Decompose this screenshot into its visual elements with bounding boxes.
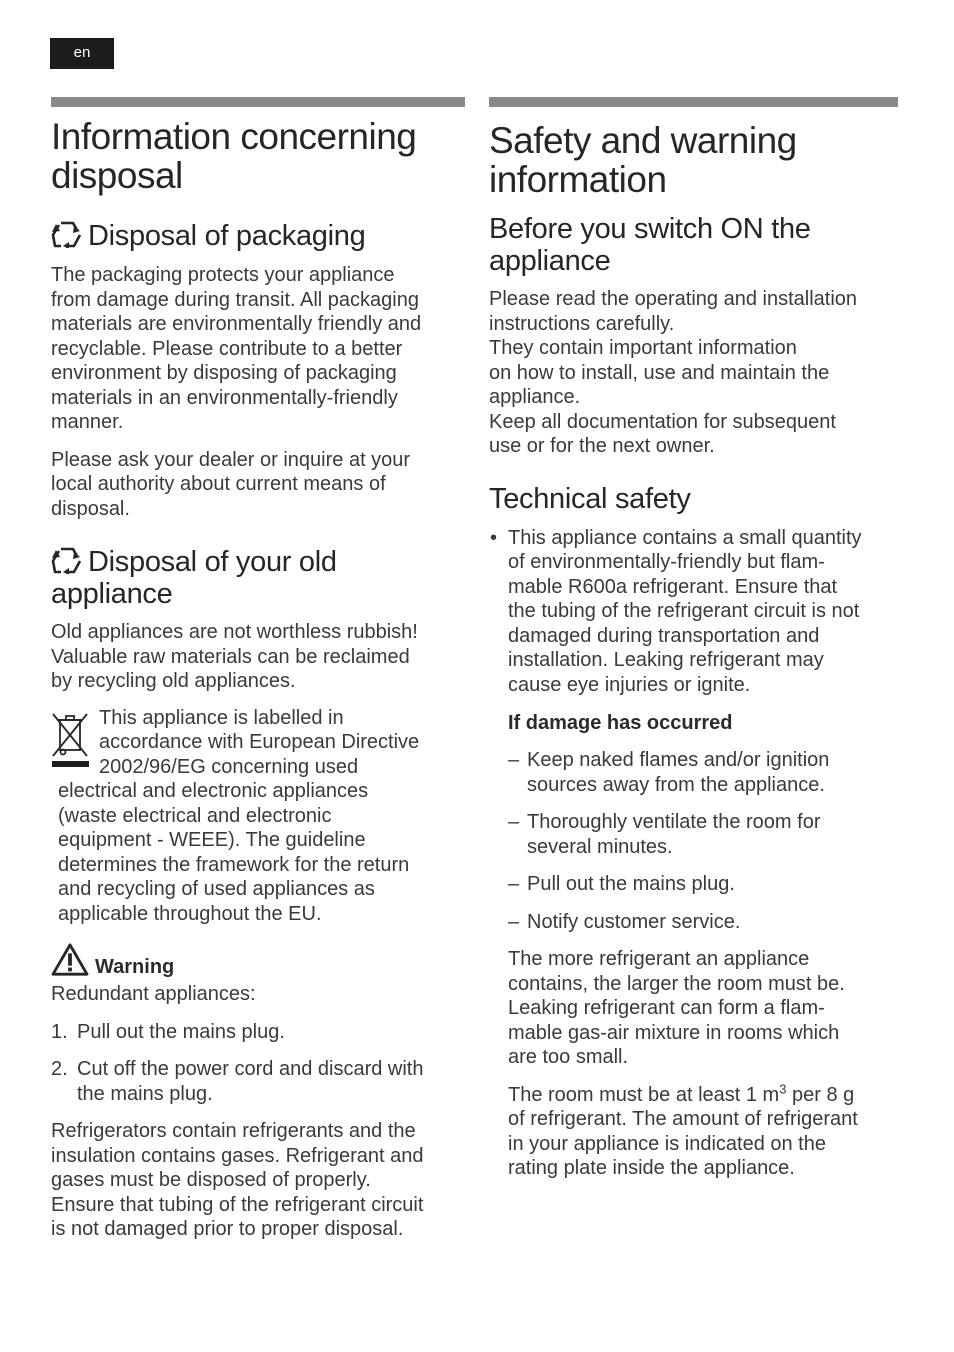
text-line: installation. Leaking refrigerant may bbox=[508, 649, 824, 671]
dash-marker: – bbox=[508, 749, 520, 771]
technical-safety-heading: Technical safety bbox=[489, 482, 691, 515]
text-line: of refrigerant. The amount of refrigerant bbox=[508, 1108, 858, 1130]
text-line: The more refrigerant an appliance bbox=[508, 948, 810, 970]
text-line: Keep all documentation for subsequent bbox=[489, 410, 836, 433]
text-line: Notify customer service. bbox=[527, 910, 741, 933]
text-line: Thoroughly ventilate the room for bbox=[527, 811, 821, 833]
step-text bbox=[77, 1058, 423, 1105]
step-text bbox=[527, 749, 829, 796]
text-line: Pull out the mains plug. bbox=[527, 873, 735, 895]
text-line: by recycling old appliances. bbox=[51, 670, 296, 692]
damage-step bbox=[508, 748, 898, 797]
text-line: damaged during transportation and bbox=[508, 624, 820, 647]
text-line: Please read the operating and installation bbox=[489, 288, 858, 310]
text-line: of environmentally-friendly but flam- bbox=[508, 551, 825, 573]
before-switch-on-paragraph bbox=[489, 287, 898, 459]
text-line: 2002/96/EG concerning used bbox=[99, 755, 359, 778]
crossed-bin-icon bbox=[51, 710, 91, 770]
section-rule bbox=[51, 97, 465, 107]
text-line: They contain important information bbox=[489, 337, 797, 359]
language-tab: en bbox=[50, 38, 114, 69]
dash-marker: – bbox=[508, 811, 520, 833]
weee-paragraph bbox=[51, 706, 465, 927]
damage-block bbox=[489, 711, 898, 735]
section-rule bbox=[489, 97, 898, 107]
text-line: accordance with European Directive bbox=[99, 731, 420, 753]
text-line: manner. bbox=[51, 411, 124, 433]
warning-triangle-icon bbox=[51, 943, 89, 977]
text-line: This appliance contains a small quantity bbox=[508, 526, 862, 549]
packaging-paragraph bbox=[51, 263, 465, 435]
room-block bbox=[489, 947, 898, 1181]
text-line: from damage during transit. All packaging bbox=[51, 288, 419, 311]
text-line: equipment - WEEE). The guideline bbox=[58, 829, 366, 851]
text-line: environment by disposing of packaging bbox=[51, 362, 397, 384]
dash-marker: – bbox=[508, 910, 520, 933]
text-line: (waste electrical and electronic bbox=[58, 804, 332, 827]
safety-column bbox=[489, 97, 898, 1181]
text-line: applicable throughout the EU. bbox=[58, 902, 322, 925]
packaging-heading: Disposal of packaging bbox=[51, 220, 465, 252]
text-line: insulation contains gases. Refrigerant and bbox=[51, 1144, 424, 1167]
text-line: determines the framework for the return bbox=[58, 853, 410, 876]
damage-step bbox=[508, 810, 898, 859]
step-text bbox=[527, 873, 735, 895]
warning-intro: Redundant appliances: bbox=[51, 983, 256, 1005]
text-line: appliance. bbox=[489, 386, 581, 408]
text-line: contains, the larger the room must be. bbox=[508, 972, 845, 995]
text-line: Leaking refrigerant can form a flam- bbox=[508, 997, 825, 1019]
damage-steps bbox=[508, 748, 898, 934]
step-text bbox=[527, 911, 740, 933]
old-appliance-paragraph bbox=[51, 620, 465, 694]
dash-marker: – bbox=[508, 873, 520, 895]
text-line: materials in an environmentally-friendly bbox=[51, 386, 398, 409]
text-line: Cut off the power cord and discard with bbox=[77, 1058, 424, 1080]
text-line: gases must be disposed of properly. bbox=[51, 1169, 371, 1191]
text-line: disposal. bbox=[51, 497, 130, 520]
safety-title: Safety and warning information bbox=[489, 120, 797, 200]
text-line: instructions carefully. bbox=[489, 312, 675, 335]
step-text bbox=[77, 1021, 285, 1043]
technical-bullet-text bbox=[508, 527, 862, 696]
text-line: the tubing of the refrigerant circuit is not bbox=[508, 600, 860, 622]
text-line: sources away from the appliance. bbox=[527, 773, 825, 796]
warning-steps bbox=[51, 1020, 465, 1107]
text-line: are too small. bbox=[508, 1046, 629, 1068]
damage-step bbox=[508, 872, 898, 897]
text-line: Valuable raw materials can be reclaimed bbox=[51, 645, 410, 668]
text-line: in your appliance is indicated on the bbox=[508, 1132, 826, 1155]
text-line: Keep naked flames and/or ignition bbox=[527, 749, 830, 771]
recycle-icon bbox=[51, 220, 83, 248]
text-line: local authority about current means of bbox=[51, 473, 386, 495]
text-line: Ensure that tubing of the refrigerant circuit bbox=[51, 1193, 424, 1216]
damage-heading: If damage has occurred bbox=[508, 712, 733, 734]
disposal-title: Information concerning disposal bbox=[51, 116, 417, 196]
technical-bullet bbox=[489, 526, 898, 698]
text-line: electrical and electronic appliances bbox=[58, 780, 369, 802]
warning-heading: Warning bbox=[51, 943, 465, 975]
text-line: cause eye injuries or ignite. bbox=[508, 673, 751, 696]
text-line: materials are environmentally friendly and bbox=[51, 313, 422, 335]
text-line: rating plate inside the appliance. bbox=[508, 1157, 795, 1179]
text-line: and recycling of used appliances as bbox=[58, 878, 375, 900]
text-line: mable gas-air mixture in rooms which bbox=[508, 1021, 840, 1044]
text-line: use or for the next owner. bbox=[489, 435, 715, 457]
text-line: The packaging protects your appliance bbox=[51, 264, 395, 286]
room-size-paragraph: The room must be at least 1 $m^3$ per 8 g of refrigerant. The amount of refrigerant in your appliance is indicated on the rating plate inside the appliance. bbox=[508, 1080, 858, 1179]
text-line: mable R600a refrigerant. Ensure that bbox=[508, 575, 838, 598]
text-line: the mains plug. bbox=[77, 1082, 213, 1105]
bullet-dot: • bbox=[490, 526, 498, 549]
step-text bbox=[527, 811, 821, 858]
text-line: Old appliances are not worthless rubbish! bbox=[51, 621, 418, 643]
text-line: Please ask your dealer or inquire at your bbox=[51, 448, 411, 471]
text-line: This appliance is labelled in bbox=[99, 706, 344, 729]
text-line: Refrigerators contain refrigerants and the bbox=[51, 1120, 416, 1142]
warning-step bbox=[51, 1057, 465, 1106]
text-line: several minutes. bbox=[527, 835, 673, 858]
before-switch-on-heading: Before you switch ON the appliance bbox=[489, 213, 811, 277]
step-number: 1. bbox=[51, 1020, 68, 1043]
text-line: is not damaged prior to proper disposal. bbox=[51, 1218, 404, 1240]
packaging-dealer-paragraph bbox=[51, 448, 465, 522]
text-line: Pull out the mains plug. bbox=[77, 1020, 285, 1043]
refrigerant-amount-paragraph bbox=[508, 947, 898, 1070]
step-number: 2. bbox=[51, 1058, 68, 1080]
disposal-column bbox=[51, 97, 465, 1242]
warning-step bbox=[51, 1020, 465, 1045]
recycle-icon bbox=[51, 546, 83, 574]
old-appliance-heading: Disposal of your old appliance bbox=[51, 546, 337, 610]
text-line: on how to install, use and maintain the bbox=[489, 361, 830, 384]
damage-step bbox=[508, 910, 898, 935]
text-line: recyclable. Please contribute to a better bbox=[51, 337, 403, 360]
refrigerant-disposal-paragraph bbox=[51, 1119, 465, 1242]
weee-block bbox=[51, 706, 465, 927]
